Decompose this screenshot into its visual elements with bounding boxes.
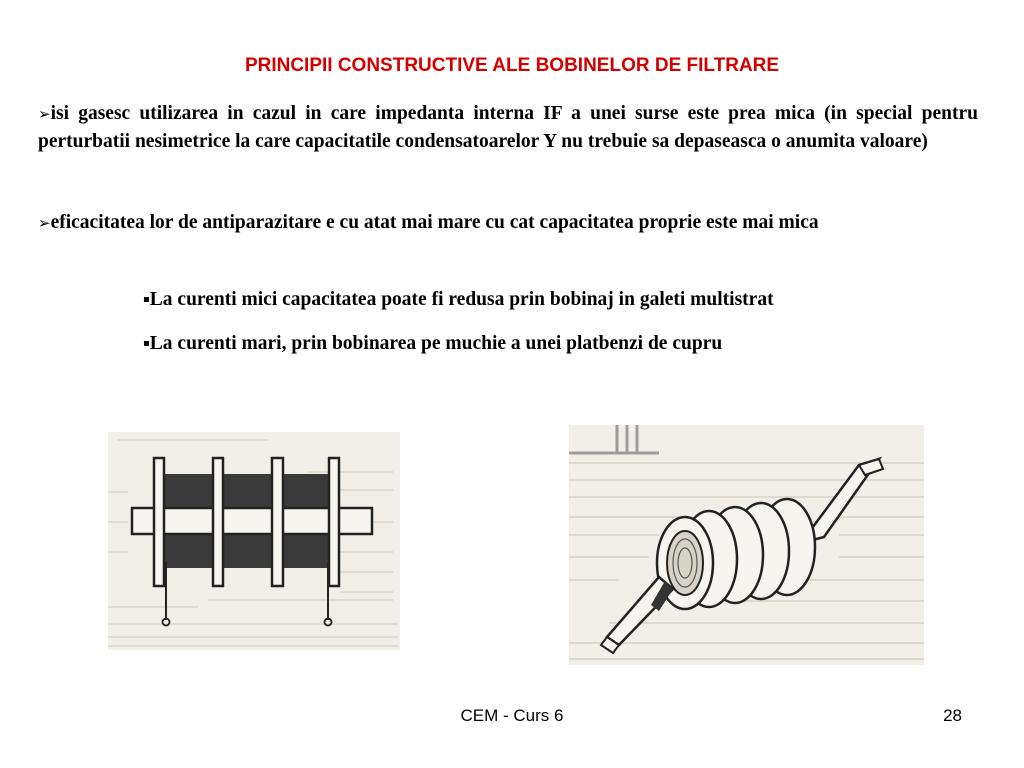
arrow-bullet-icon: ➢ <box>38 105 51 123</box>
bullet-2 <box>38 209 978 237</box>
edge-wound-strip-coil-figure <box>569 425 924 665</box>
bullet-2-text: eficacitatea lor de antiparazitare e cu atat mai mare cu cat capacitatea proprie este mai mica <box>50 212 819 233</box>
slide-title: PRINCIPII CONSTRUCTIVE ALE BOBINELOR DE FILTRARE <box>244 55 780 76</box>
sub-bullet-2 <box>143 330 722 357</box>
bullet-1 <box>38 100 978 155</box>
bullet-1-text: isi gasesc utilizarea in cazul in care impedanta interna IF a unei surse este prea mica (in special pentru perturbatii nesimetrice la care capacitatile condensatoarelor Y nu trebuie sa depaseasca o anumita valoare) <box>38 103 978 152</box>
sub-bullet-1-text: La curenti mici capacitatea poate fi redusa prin bobinaj in galeti multistrat <box>149 289 774 310</box>
page-number: 28 <box>943 706 962 725</box>
multilayer-coil-drawing <box>108 432 400 650</box>
edge-wound-coil-drawing <box>569 425 924 665</box>
footer-course-label: CEM - Curs 6 <box>460 706 564 725</box>
square-bullet-icon: ▪ <box>143 338 150 349</box>
sub-bullet-1 <box>143 286 774 313</box>
sub-bullet-2-text: La curenti mari, prin bobinarea pe muchie a unei platbenzi de cupru <box>149 333 723 354</box>
square-bullet-icon: ▪ <box>143 294 150 305</box>
arrow-bullet-icon: ➢ <box>38 214 51 232</box>
multilayer-sectioned-coil-figure <box>108 432 400 650</box>
